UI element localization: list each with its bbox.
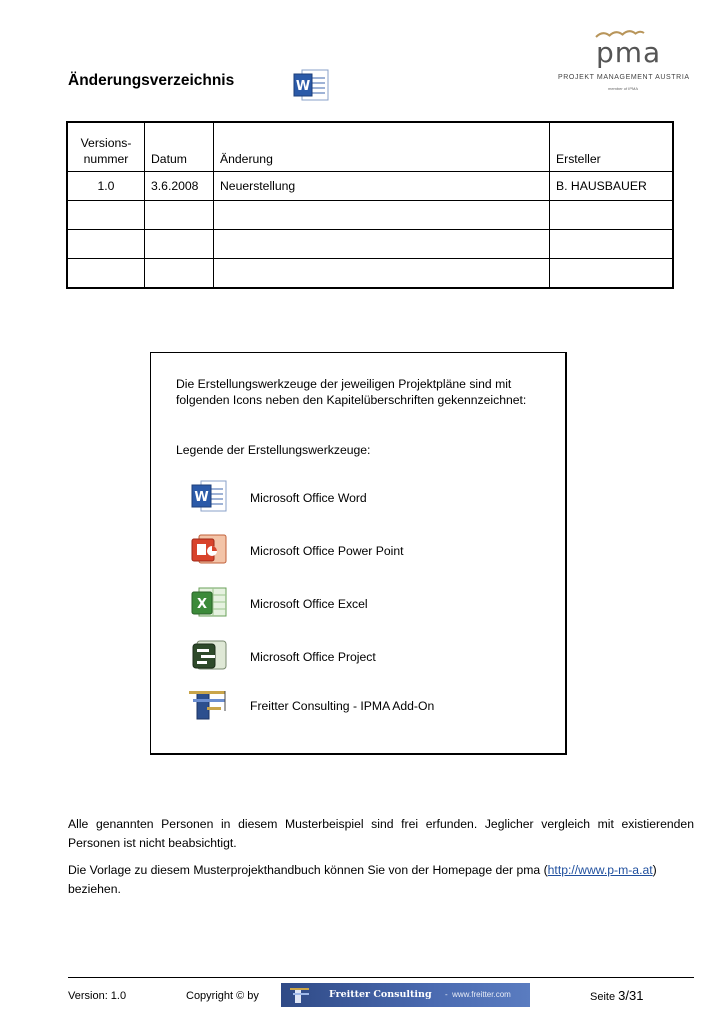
- cell-date: 3.6.2008: [145, 172, 214, 201]
- powerpoint-icon: [189, 532, 229, 568]
- table-row: [67, 259, 673, 289]
- logo-text: pma: [596, 36, 662, 69]
- ipma-addon-icon: [183, 687, 231, 723]
- banner-url-wrap: [445, 990, 511, 999]
- cell-date: [145, 201, 214, 230]
- freitter-logo-icon: [289, 986, 311, 1004]
- header-author: Ersteller: [550, 122, 674, 172]
- cell-change: [214, 201, 550, 230]
- legend-label-project: Microsoft Office Project: [250, 650, 376, 664]
- legend-item-word: [181, 479, 541, 519]
- header-version: [67, 122, 145, 172]
- template-note: [68, 861, 694, 899]
- legend-heading: Legende der Erstellungswerkzeuge:: [176, 443, 371, 457]
- cell-author: [550, 259, 674, 289]
- header-version-line1: Versions-: [80, 136, 132, 150]
- banner-name: Freitter Consulting: [329, 989, 432, 1000]
- legend-item-powerpoint: [181, 532, 541, 572]
- banner-url: www.freitter.com: [452, 990, 511, 999]
- table-row: [67, 201, 673, 230]
- svg-text:W: W: [194, 490, 209, 505]
- page-title: Änderungsverzeichnis: [68, 72, 235, 89]
- cell-version: 1.0: [67, 172, 145, 201]
- cell-change: Neuerstellung: [214, 172, 550, 201]
- legend-box: [150, 352, 567, 755]
- cell-author: [550, 201, 674, 230]
- legend-item-project: [181, 638, 541, 678]
- excel-icon: [189, 585, 229, 621]
- legend-item-excel: [181, 585, 541, 625]
- table-row: [67, 172, 673, 201]
- header-version-line2: nummer: [83, 152, 129, 166]
- table-header-row: [67, 122, 673, 172]
- legend-item-ipma-addon: [181, 687, 541, 727]
- project-icon: [189, 638, 229, 674]
- cell-version: [67, 230, 145, 259]
- page-number: 3/31: [618, 988, 644, 1003]
- cell-change: [214, 259, 550, 289]
- pma-logo: [556, 28, 690, 92]
- legend-label-word: Microsoft Office Word: [250, 491, 367, 505]
- template-note-prefix: Die Vorlage zu diesem Musterprojekthandbuch können Sie von der Homepage der pma (: [68, 863, 548, 877]
- header-date: Datum: [145, 122, 214, 172]
- cell-date: [145, 230, 214, 259]
- page-label: Seite: [590, 991, 616, 1003]
- legend-intro: Die Erstellungswerkzeuge der jeweiligen Projektpläne sind mit folgenden Icons neben den Kapitelüberschriften gekennzeichnet:: [176, 377, 527, 407]
- legend-label-ipma-addon: Freitter Consulting - IPMA Add-On: [250, 699, 435, 713]
- cell-version: [67, 201, 145, 230]
- footer-divider: [68, 977, 694, 978]
- change-log-table: [66, 121, 674, 289]
- cell-change: [214, 230, 550, 259]
- disclaimer-text: Alle genannten Personen in diesem Musterbeispiel sind frei erfunden. Jeglicher vergleich mit existierenden Personen ist nicht beabsichtigt.: [68, 817, 694, 850]
- logo-subtitle: PROJEKT MANAGEMENT AUSTRIA: [558, 74, 690, 81]
- cell-author: [550, 230, 674, 259]
- legend-label-powerpoint: Microsoft Office Power Point: [250, 544, 404, 558]
- cell-author: B. HAUSBAUER: [550, 172, 674, 201]
- cell-version: [67, 259, 145, 289]
- legend-label-excel: Microsoft Office Excel: [250, 597, 368, 611]
- logo-member: member of IPMA: [608, 86, 639, 91]
- cell-date: [145, 259, 214, 289]
- header-change: Änderung: [214, 122, 550, 172]
- svg-text:W: W: [295, 79, 311, 94]
- footer-page: [590, 988, 643, 1003]
- table-row: [67, 230, 673, 259]
- svg-text:X: X: [196, 597, 208, 612]
- word-icon: [189, 479, 229, 515]
- pma-homepage-link[interactable]: http://www.p-m-a.at: [547, 863, 653, 877]
- template-note-suffix: ) beziehen.: [68, 863, 657, 896]
- footer-version: Version: 1.0: [68, 990, 127, 1002]
- freitter-banner: [281, 983, 530, 1007]
- footer-copyright: Copyright © by: [186, 990, 259, 1002]
- word-icon: [292, 68, 332, 104]
- banner-separator: -: [445, 990, 448, 999]
